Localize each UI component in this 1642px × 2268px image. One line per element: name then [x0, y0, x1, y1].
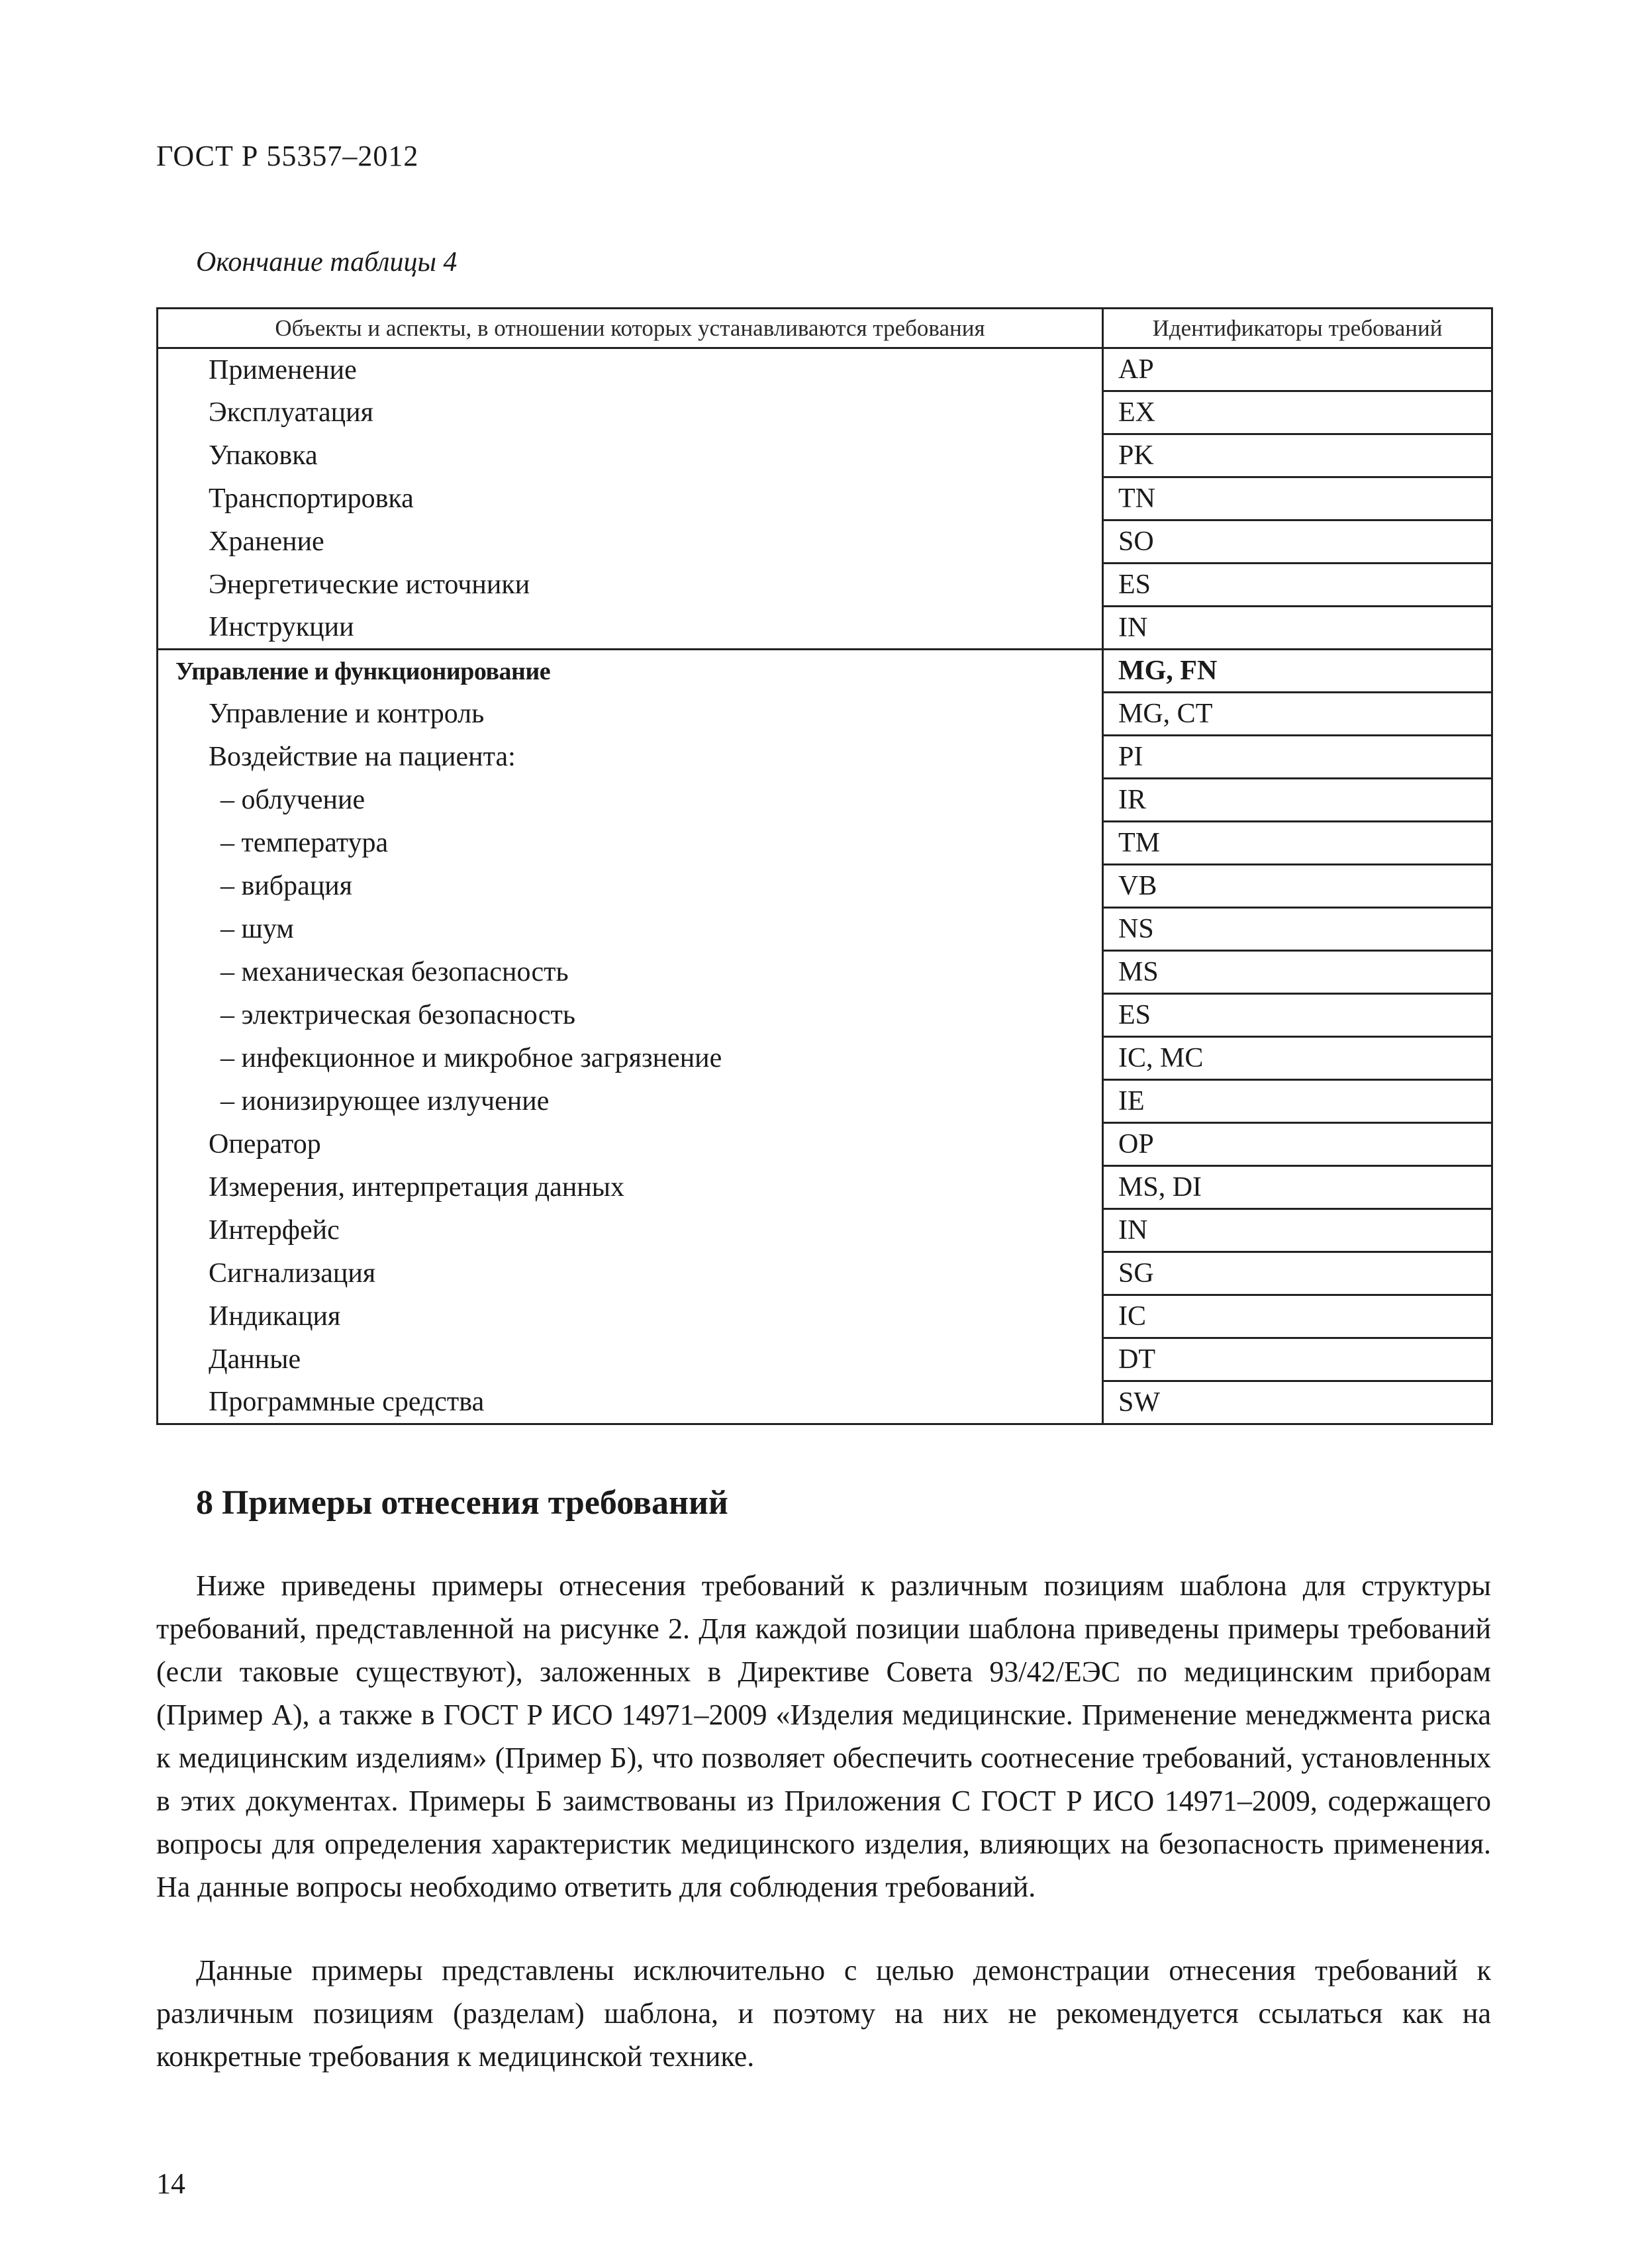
identifier-cell: IN: [1103, 607, 1492, 650]
identifier-cell: SG: [1103, 1252, 1492, 1295]
object-cell: Оператор: [158, 1123, 1103, 1166]
object-cell: – облучение: [158, 779, 1103, 822]
table-row: [158, 1295, 1492, 1338]
object-cell: Эксплуатация: [158, 391, 1103, 434]
table-row: [158, 564, 1492, 607]
identifier-cell: OP: [1103, 1123, 1492, 1166]
table-row: [158, 1037, 1492, 1080]
object-cell: – температура: [158, 822, 1103, 865]
identifier-cell: IE: [1103, 1080, 1492, 1123]
identifier-group-cell: MG, FN: [1103, 650, 1492, 693]
identifier-cell: ES: [1103, 564, 1492, 607]
identifier-cell: IC, MC: [1103, 1037, 1492, 1080]
identifier-cell: SW: [1103, 1381, 1492, 1424]
identifier-cell: EX: [1103, 391, 1492, 434]
table-row: [158, 1338, 1492, 1381]
identifier-cell: TN: [1103, 477, 1492, 520]
table-row: [158, 779, 1492, 822]
object-cell: Сигнализация: [158, 1252, 1103, 1295]
identifier-cell: TM: [1103, 822, 1492, 865]
page-number: 14: [156, 2167, 185, 2200]
table-row: [158, 1080, 1492, 1123]
column-header-objects: Объекты и аспекты, в отношении которых устанавливаются требования: [158, 309, 1103, 348]
identifier-cell: NS: [1103, 908, 1492, 951]
object-cell: Упаковка: [158, 434, 1103, 477]
identifier-cell: PI: [1103, 736, 1492, 779]
table-row: [158, 391, 1492, 434]
table-row-group-heading: [158, 650, 1492, 693]
table-row: [158, 693, 1492, 736]
identifier-cell: IR: [1103, 779, 1492, 822]
table-row: [158, 1381, 1492, 1424]
object-cell: – вибрация: [158, 865, 1103, 908]
table-row: [158, 736, 1492, 779]
body-paragraph-1: Ниже приведены примеры отнесения требований к различным позициям шаблона для структуры требований, представленной на рисунке 2. Для каждой позиции шаблона приведены примеры требований (если таковые существуют), заложенных в Директиве Совета 93/42/ЕЭС по медицинским приборам (Пример А), а также в ГОСТ Р ИСО 14971–2009 «Изделия медицинские. Применение менеджмента риска к медицинским изделиям» (Пример Б), что позволяет обеспечить соотнесение требований, установленных в этих документах. Примеры Б заимствованы из Приложения С ГОСТ Р ИСО 14971–2009, содержащего вопросы для определения характеристик медицинского изделия, влияющих на безопасность применения. На данные вопросы необходимо ответить для соблюдения требований.: [156, 1569, 1491, 1903]
section-heading: 8 Примеры отнесения требований: [196, 1484, 728, 1522]
document-header: ГОСТ Р 55357–2012: [156, 140, 419, 172]
object-cell: – шум: [158, 908, 1103, 951]
table-row: [158, 607, 1492, 650]
object-cell: Индикация: [158, 1295, 1103, 1338]
object-cell: Интерфейс: [158, 1209, 1103, 1252]
table-row: [158, 865, 1492, 908]
table-row: [158, 348, 1492, 391]
column-header-identifiers: Идентификаторы требований: [1103, 309, 1492, 348]
object-cell: Транспортировка: [158, 477, 1103, 520]
identifier-cell: MS: [1103, 951, 1492, 994]
identifier-cell: MG, CT: [1103, 693, 1492, 736]
identifier-cell: SO: [1103, 520, 1492, 564]
object-cell: Энергетические источники: [158, 564, 1103, 607]
table-row: [158, 1209, 1492, 1252]
object-cell: Измерения, интерпретация данных: [158, 1166, 1103, 1209]
table-row: [158, 1252, 1492, 1295]
requirements-table: [156, 307, 1493, 1425]
object-cell: – инфекционное и микробное загрязнение: [158, 1037, 1103, 1080]
table-row: [158, 994, 1492, 1037]
table-row: [158, 1166, 1492, 1209]
table-caption: Окончание таблицы 4: [196, 247, 458, 277]
table-row: [158, 1123, 1492, 1166]
object-cell: Программные средства: [158, 1381, 1103, 1424]
table-row: [158, 520, 1492, 564]
object-cell: Применение: [158, 348, 1103, 391]
object-cell: Данные: [158, 1338, 1103, 1381]
table-row: [158, 908, 1492, 951]
identifier-cell: ES: [1103, 994, 1492, 1037]
object-group-cell: Управление и функционирование: [158, 650, 1103, 693]
table-row: [158, 951, 1492, 994]
body-paragraph-2: Данные примеры представлены исключительно с целью демонстрации отнесения требований к различным позициям (разделам) шаблона, и поэтому на них не рекомендуется ссылаться как на конкретные требования к медицинской технике.: [156, 1954, 1491, 2073]
object-cell: Хранение: [158, 520, 1103, 564]
object-cell: Управление и контроль: [158, 693, 1103, 736]
identifier-cell: DT: [1103, 1338, 1492, 1381]
identifier-cell: MS, DI: [1103, 1166, 1492, 1209]
identifier-cell: PK: [1103, 434, 1492, 477]
table-row: [158, 477, 1492, 520]
identifier-cell: IC: [1103, 1295, 1492, 1338]
object-cell: – механическая безопасность: [158, 951, 1103, 994]
table-row: [158, 822, 1492, 865]
table-row: [158, 434, 1492, 477]
object-cell: Инструкции: [158, 607, 1103, 650]
table-header-row: [158, 309, 1492, 348]
object-cell: – электрическая безопасность: [158, 994, 1103, 1037]
identifier-cell: VB: [1103, 865, 1492, 908]
identifier-cell: AP: [1103, 348, 1492, 391]
object-cell: – ионизирующее излучение: [158, 1080, 1103, 1123]
object-cell: Воздействие на пациента:: [158, 736, 1103, 779]
identifier-cell: IN: [1103, 1209, 1492, 1252]
